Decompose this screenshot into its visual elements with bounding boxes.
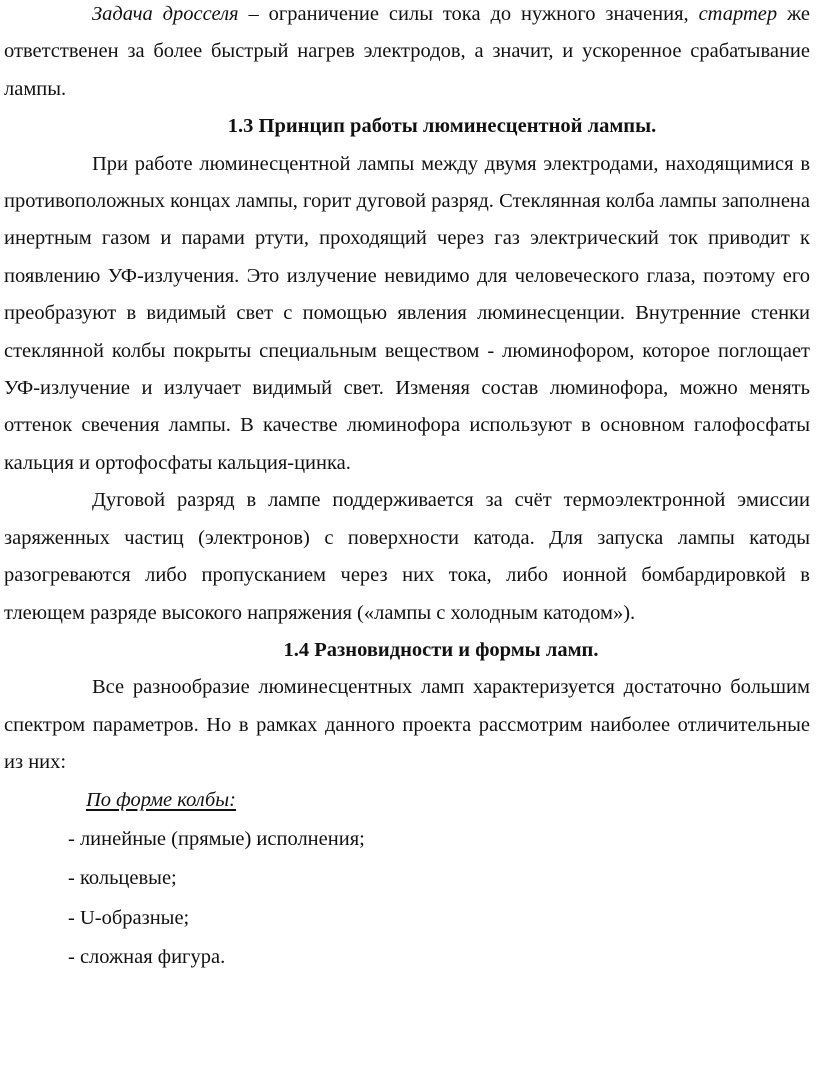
section-1-3-paragraph-2: Дуговой разряд в лампе поддерживается за счёт термоэлектронной эмиссии заряженных частиц (электронов) с поверхности катода. Для запуска лампы катоды разогреваются либо пропусканием через них тока, либо ионной бомбардировкой в тлеющем разряде высокого напряжения («лампы с холодным катодом»).	[4, 489, 810, 624]
list-item: - U-образные;	[68, 906, 190, 929]
section-1-4-paragraph: Все разнообразие люминесцентных ламп характеризуется достаточно большим спектром параметров. Но в рамках данного проекта рассмотрим наиболее отличительные из них:	[4, 676, 810, 774]
term-choke: Задача дросселя	[92, 3, 239, 25]
list-title-bulb-shape: По форме колбы:	[86, 788, 237, 811]
section-1-3-paragraph-1: При работе люминесцентной лампы между двумя электродами, находящимися в противоположных концах лампы, горит дуговой разряд. Стеклянная колба лампы заполнена инертным газом и парами ртути, проходящий через газ электрический ток приводит к появлению УФ-излучения. Это излучение невидимо для человеческого глаза, поэтому его преобразуют в видимый свет с помощью явления люминесценции. Внутренние стенки стеклянной колбы покрыты специальным веществом - люминофором, которое поглощает УФ-излучение и излучает видимый свет. Изменяя состав люминофора, можно менять оттенок свечения лампы. В качестве люминофора используют в основном галофосфаты кальция и ортофосфаты кальция-цинка.	[4, 152, 810, 474]
bulb-shape-list	[4, 821, 810, 977]
section-heading-1-4: 1.4 Разновидности и формы ламп.	[283, 638, 599, 661]
list-item: - сложная фигура.	[68, 946, 226, 969]
list-item: - кольцевые;	[68, 867, 177, 890]
term-starter: стартер	[698, 3, 778, 25]
intro-text-2: же ответственен за более быстрый нагрев электродов, а значит, и ускоренное срабатывание лампы.	[4, 3, 811, 100]
intro-paragraph	[4, 0, 810, 108]
intro-text-1: – ограничение силы тока до нужного значения,	[238, 3, 699, 25]
list-item: - линейные (прямые) исполнения;	[68, 827, 365, 850]
section-heading-1-3: 1.3 Принцип работы люминесцентной лампы.	[227, 115, 657, 138]
